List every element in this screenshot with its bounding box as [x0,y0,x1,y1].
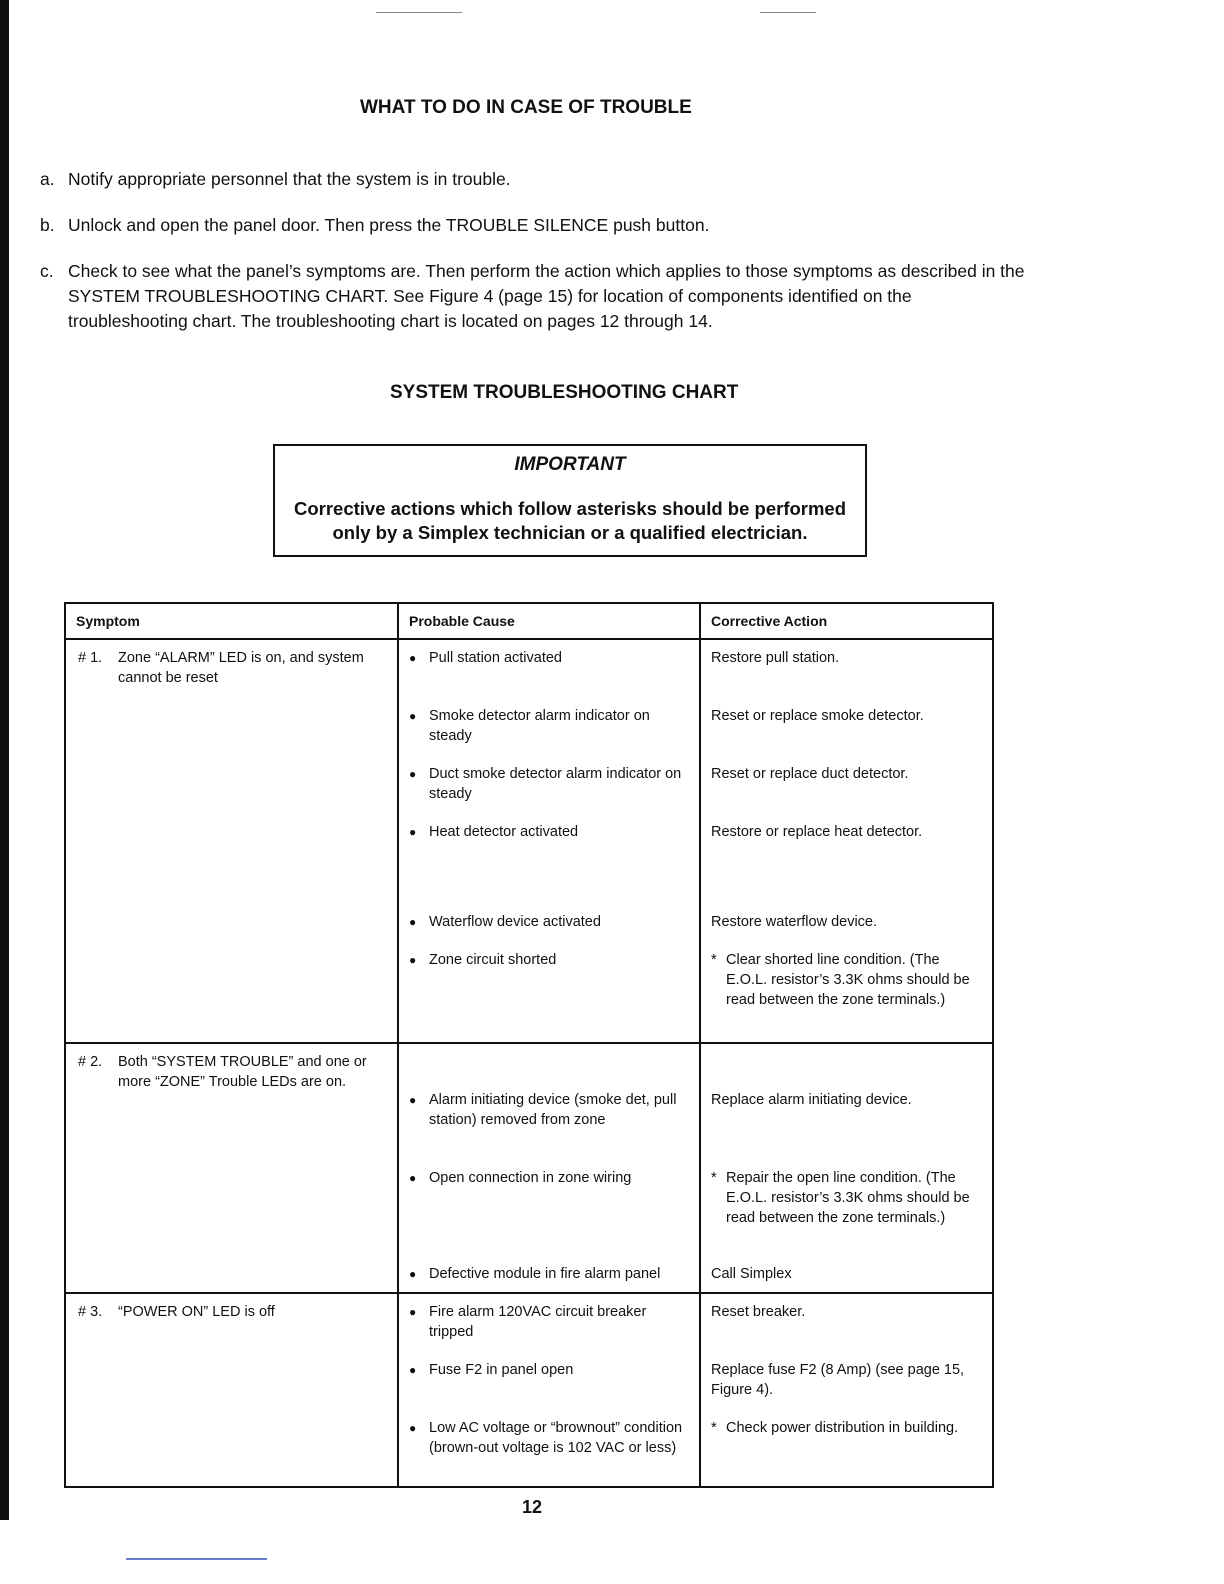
step-text: Check to see what the panel’s symptoms are. Then perform the action which applies to those symptoms as described in the SYSTEM TROUBLESHOOTING CHART. See Figure 4 (page 15) for location of components identified on the troubleshooting chart. The troubleshooting chart is located on pages 12 through 14. [68,261,1025,331]
symptom-cell [65,639,398,1043]
cause-item [409,822,689,842]
important-text: Corrective actions which follow asterisks should be performed only by a Simplex technician or a qualified electrician. [293,498,847,543]
instruction-step [40,259,1030,334]
symptom [78,1302,387,1322]
cause-text: Heat detector activated [429,824,579,840]
important-title: IMPORTANT [514,454,626,475]
action-item [711,1168,982,1228]
bullet-icon: ● [409,825,417,839]
bullet-icon: ● [409,709,417,723]
bottom-rule [126,1558,267,1560]
action-item [711,822,982,842]
action-text: Call Simplex [711,1266,792,1282]
step-label: a. [40,169,55,189]
corrective-action-cell [700,639,993,1043]
symptom-text: Both “SYSTEM TROUBLE” and one or more “ZONE” Trouble LEDs are on. [118,1054,367,1090]
asterisk-marker: * [711,1170,717,1186]
header-probable-cause: Probable Cause [398,603,700,639]
action-item [711,1302,982,1322]
action-text: Restore or replace heat detector. [711,824,923,840]
chart-heading: SYSTEM TROUBLESHOOTING CHART [390,382,739,403]
action-item [711,1360,982,1400]
scan-artifact [760,12,816,13]
symptom-cell [65,1293,398,1487]
instruction-step [40,213,1030,238]
table-header-row [65,603,993,639]
action-item [711,764,982,784]
step-text: Unlock and open the panel door. Then press the TROUBLE SILENCE push button. [68,215,710,235]
header-symptom: Symptom [65,603,398,639]
action-text: Replace alarm initiating device. [711,1092,912,1108]
action-text: Restore pull station. [711,650,840,666]
troubleshooting-table [64,602,994,1488]
corrective-action-cell [700,1043,993,1293]
action-item [711,950,982,1010]
cause-text: Low AC voltage or “brownout” condition (brown-out voltage is 102 VAC or less) [429,1420,683,1456]
scan-left-edge [0,0,9,1520]
action-item [711,912,982,932]
bullet-icon: ● [409,651,417,665]
cause-text: Zone circuit shorted [429,952,557,968]
step-label: b. [40,215,55,235]
action-text: Reset breaker. [711,1304,806,1320]
cause-text: Smoke detector alarm indicator on steady [429,708,650,744]
probable-cause-cell [398,639,700,1043]
cause-item [409,706,689,746]
scan-artifact [376,12,462,13]
action-text: Reset or replace duct detector. [711,766,909,782]
important-notice [273,444,867,557]
probable-cause-cell [398,1293,700,1487]
symptom [78,1052,387,1092]
bullet-icon: ● [409,767,417,781]
cause-text: Defective module in fire alarm panel [429,1266,661,1282]
action-item [711,1418,982,1438]
page-number: 12 [522,1497,543,1517]
symptom-number: # 2. [78,1054,103,1070]
table-row [65,639,993,1043]
action-text: Replace fuse F2 (8 Amp) (see page 15, Figure 4). [711,1362,965,1398]
asterisk-marker: * [711,1420,717,1436]
cause-item [409,1360,689,1380]
instruction-list [40,167,1030,355]
cause-item [409,1090,689,1130]
table-row [65,1043,993,1293]
step-label: c. [40,261,54,281]
action-item [711,1090,982,1110]
probable-cause-cell [398,1043,700,1293]
symptom-number: # 3. [78,1304,103,1320]
cause-item [409,1302,689,1342]
cause-item [409,912,689,932]
instruction-step [40,167,1030,192]
bullet-icon: ● [409,1363,417,1377]
cause-item [409,764,689,804]
symptom-cell [65,1043,398,1293]
cause-text: Open connection in zone wiring [429,1170,632,1186]
action-text: Restore waterflow device. [711,914,878,930]
bullet-icon: ● [409,1305,417,1319]
cause-item [409,1168,689,1188]
table-row [65,1293,993,1487]
cause-item [409,648,689,668]
cause-text: Duct smoke detector alarm indicator on steady [429,766,682,802]
bullet-icon: ● [409,953,417,967]
action-item [711,648,982,668]
symptom-text: Zone “ALARM” LED is on, and system cannot be reset [118,650,364,686]
asterisk-marker: * [711,952,717,968]
corrective-action-cell [700,1293,993,1487]
step-text: Notify appropriate personnel that the system is in trouble. [68,169,511,189]
cause-text: Alarm initiating device (smoke det, pull station) removed from zone [429,1092,677,1128]
symptom [78,648,387,688]
action-text: Reset or replace smoke detector. [711,708,924,724]
bullet-icon: ● [409,1267,417,1281]
header-corrective-action: Corrective Action [700,603,993,639]
cause-item [409,1264,689,1284]
symptom-text: “POWER ON” LED is off [118,1304,275,1320]
page-heading: WHAT TO DO IN CASE OF TROUBLE [360,97,692,118]
action-item [711,1264,982,1284]
cause-text: Fire alarm 120VAC circuit breaker tripped [429,1304,647,1340]
cause-item [409,1418,689,1458]
action-text: Repair the open line condition. (The E.O.L. resistor’s 3.3K ohms should be read between the zone terminals.) [726,1170,970,1226]
cause-text: Pull station activated [429,650,562,666]
action-text: Check power distribution in building. [726,1420,959,1436]
cause-item [409,950,689,970]
cause-text: Fuse F2 in panel open [429,1362,574,1378]
bullet-icon: ● [409,1093,417,1107]
action-text: Clear shorted line condition. (The E.O.L. resistor’s 3.3K ohms should be read between the zone terminals.) [726,952,970,1008]
symptom-number: # 1. [78,650,103,666]
action-item [711,706,982,726]
bullet-icon: ● [409,1421,417,1435]
cause-text: Waterflow device activated [429,914,601,930]
bullet-icon: ● [409,1171,417,1185]
bullet-icon: ● [409,915,417,929]
